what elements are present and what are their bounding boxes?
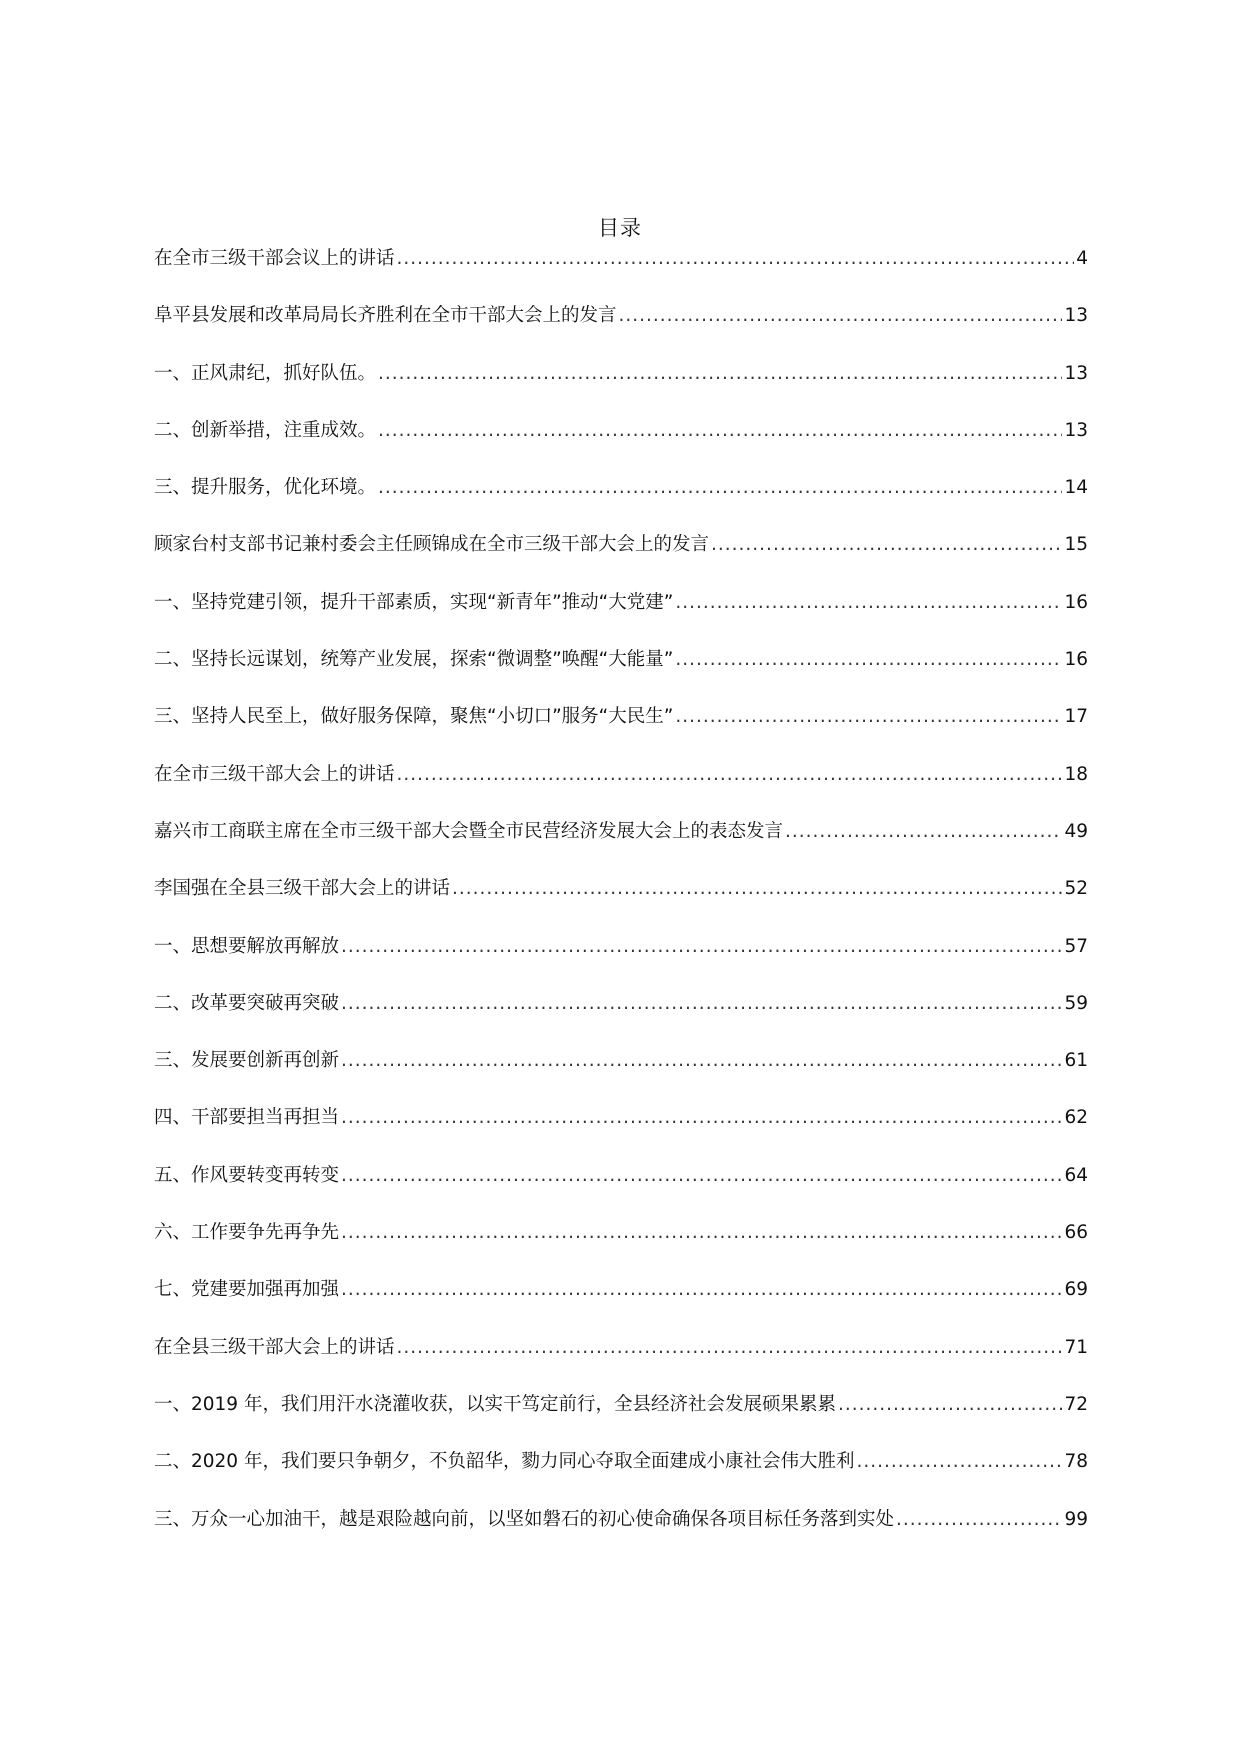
toc-entry-text: 二、坚持长远谋划，统筹产业发展，探索“微调整”唤醒“大能量” <box>154 649 674 671</box>
toc-entry[interactable] <box>154 1161 1088 1218</box>
toc-entry-page-number: 15 <box>1064 534 1088 556</box>
toc-entry-text: 在全市三级干部会议上的讲话 <box>154 248 395 269</box>
toc-dot-leader <box>378 416 1062 446</box>
toc-dot-leader <box>341 1275 1062 1305</box>
toc-entry[interactable] <box>154 760 1088 817</box>
toc-dot-leader <box>452 874 1062 904</box>
toc-entry-page-number: 71 <box>1064 1336 1088 1358</box>
toc-entry[interactable] <box>154 244 1088 301</box>
toc-entry[interactable] <box>154 1333 1088 1390</box>
toc-dot-leader <box>711 530 1062 560</box>
toc-dot-leader <box>378 473 1062 503</box>
toc-dot-leader <box>856 1447 1062 1477</box>
toc-dot-leader <box>341 1046 1062 1076</box>
toc-list <box>154 244 1088 1562</box>
toc-entry[interactable] <box>154 1390 1088 1447</box>
toc-entry[interactable] <box>154 817 1088 874</box>
toc-entry-text: 三、万众一心加油干，越是艰险越向前，以坚如磐石的初心使命确保各项目标任务落到实处 <box>154 1508 895 1530</box>
toc-entry-page-number: 49 <box>1064 820 1088 842</box>
toc-entry[interactable] <box>154 645 1088 702</box>
toc-entry[interactable] <box>154 301 1088 358</box>
toc-entry[interactable] <box>154 473 1088 530</box>
toc-entry-text: 顾家台村支部书记兼村委会主任顾锦成在全市三级干部大会上的发言 <box>154 534 710 556</box>
toc-entry-text: 阜平县发展和改革局局长齐胜利在全市干部大会上的发言 <box>154 305 617 327</box>
toc-entry-text: 嘉兴市工商联主席在全市三级干部大会暨全市民营经济发展大会上的表态发言 <box>154 820 784 842</box>
toc-entry-text: 三、发展要创新再创新 <box>154 1050 340 1072</box>
toc-entry[interactable] <box>154 588 1088 645</box>
toc-entry-text: 四、干部要担当再担当 <box>154 1107 340 1129</box>
toc-entry-page-number: 13 <box>1064 305 1088 327</box>
toc-dot-leader <box>341 989 1062 1019</box>
toc-dot-leader <box>397 1333 1063 1363</box>
toc-entry[interactable] <box>154 1218 1088 1275</box>
toc-entry-page-number: 13 <box>1064 419 1088 441</box>
toc-entry[interactable] <box>154 1046 1088 1103</box>
toc-entry-page-number: 72 <box>1064 1393 1088 1415</box>
toc-entry-page-number: 13 <box>1064 362 1088 384</box>
toc-entry[interactable] <box>154 530 1088 587</box>
toc-entry-page-number: 62 <box>1064 1107 1088 1129</box>
toc-entry-text: 二、创新举措，注重成效。 <box>154 419 377 441</box>
toc-entry-page-number: 4 <box>1076 248 1088 269</box>
toc-entry-page-number: 17 <box>1064 706 1088 728</box>
toc-entry-page-number: 61 <box>1064 1050 1088 1072</box>
toc-entry-text: 一、思想要解放再解放 <box>154 935 340 957</box>
toc-entry-page-number: 69 <box>1064 1279 1088 1301</box>
toc-dot-leader <box>619 301 1063 331</box>
toc-entry-text: 一、正风肃纪，抓好队伍。 <box>154 362 377 384</box>
toc-dot-leader <box>896 1505 1062 1535</box>
toc-entry-page-number: 16 <box>1064 649 1088 671</box>
toc-entry[interactable] <box>154 1505 1088 1562</box>
toc-entry-page-number: 57 <box>1064 935 1088 957</box>
toc-entry-page-number: 99 <box>1064 1508 1088 1530</box>
toc-dot-leader <box>785 817 1062 847</box>
toc-entry[interactable] <box>154 416 1088 473</box>
toc-dot-leader <box>397 244 1075 274</box>
toc-entry-text: 五、作风要转变再转变 <box>154 1164 340 1186</box>
toc-dot-leader <box>341 932 1062 962</box>
toc-entry-text: 在全市三级干部大会上的讲话 <box>154 763 395 785</box>
toc-entry[interactable] <box>154 1275 1088 1332</box>
toc-entry-text: 在全县三级干部大会上的讲话 <box>154 1336 395 1358</box>
toc-entry-text: 六、工作要争先再争先 <box>154 1222 340 1244</box>
toc-entry-page-number: 14 <box>1064 477 1088 499</box>
toc-entry-text: 一、2019 年，我们用汗水浇灌收获，以实干笃定前行，全县经济社会发展硕果累累 <box>154 1393 836 1415</box>
toc-entry-text: 二、2020 年，我们要只争朝夕，不负韶华，勠力同心夺取全面建成小康社会伟大胜利 <box>154 1451 855 1473</box>
toc-entry[interactable] <box>154 359 1088 416</box>
toc-entry[interactable] <box>154 989 1088 1046</box>
toc-dot-leader <box>675 588 1062 618</box>
toc-entry-text: 李国强在全县三级干部大会上的讲话 <box>154 878 451 900</box>
toc-entry-page-number: 18 <box>1064 763 1088 785</box>
toc-dot-leader <box>341 1218 1062 1248</box>
toc-entry-page-number: 16 <box>1064 591 1088 613</box>
toc-entry[interactable] <box>154 702 1088 759</box>
toc-dot-leader <box>675 702 1062 732</box>
toc-entry-text: 七、党建要加强再加强 <box>154 1279 340 1301</box>
toc-dot-leader <box>838 1390 1062 1420</box>
toc-entry-page-number: 64 <box>1064 1164 1088 1186</box>
toc-entry[interactable] <box>154 1103 1088 1160</box>
toc-dot-leader <box>397 760 1063 790</box>
toc-entry-page-number: 66 <box>1064 1222 1088 1244</box>
toc-entry[interactable] <box>154 932 1088 989</box>
toc-entry[interactable] <box>154 1447 1088 1504</box>
toc-entry-page-number: 59 <box>1064 992 1088 1014</box>
toc-dot-leader <box>675 645 1062 675</box>
toc-entry-page-number: 78 <box>1064 1451 1088 1473</box>
toc-entry[interactable] <box>154 874 1088 931</box>
toc-dot-leader <box>341 1161 1062 1191</box>
toc-dot-leader <box>341 1103 1062 1133</box>
toc-entry-page-number: 52 <box>1064 878 1088 900</box>
toc-entry-text: 二、改革要突破再突破 <box>154 992 340 1014</box>
toc-entry-text: 三、坚持人民至上，做好服务保障，聚焦“小切口”服务“大民生” <box>154 706 674 728</box>
toc-entry-text: 三、提升服务，优化环境。 <box>154 477 377 499</box>
toc-entry-text: 一、坚持党建引领，提升干部素质，实现“新青年”推动“大党建” <box>154 591 674 613</box>
toc-title: 目录 <box>598 216 642 240</box>
toc-dot-leader <box>378 359 1062 389</box>
